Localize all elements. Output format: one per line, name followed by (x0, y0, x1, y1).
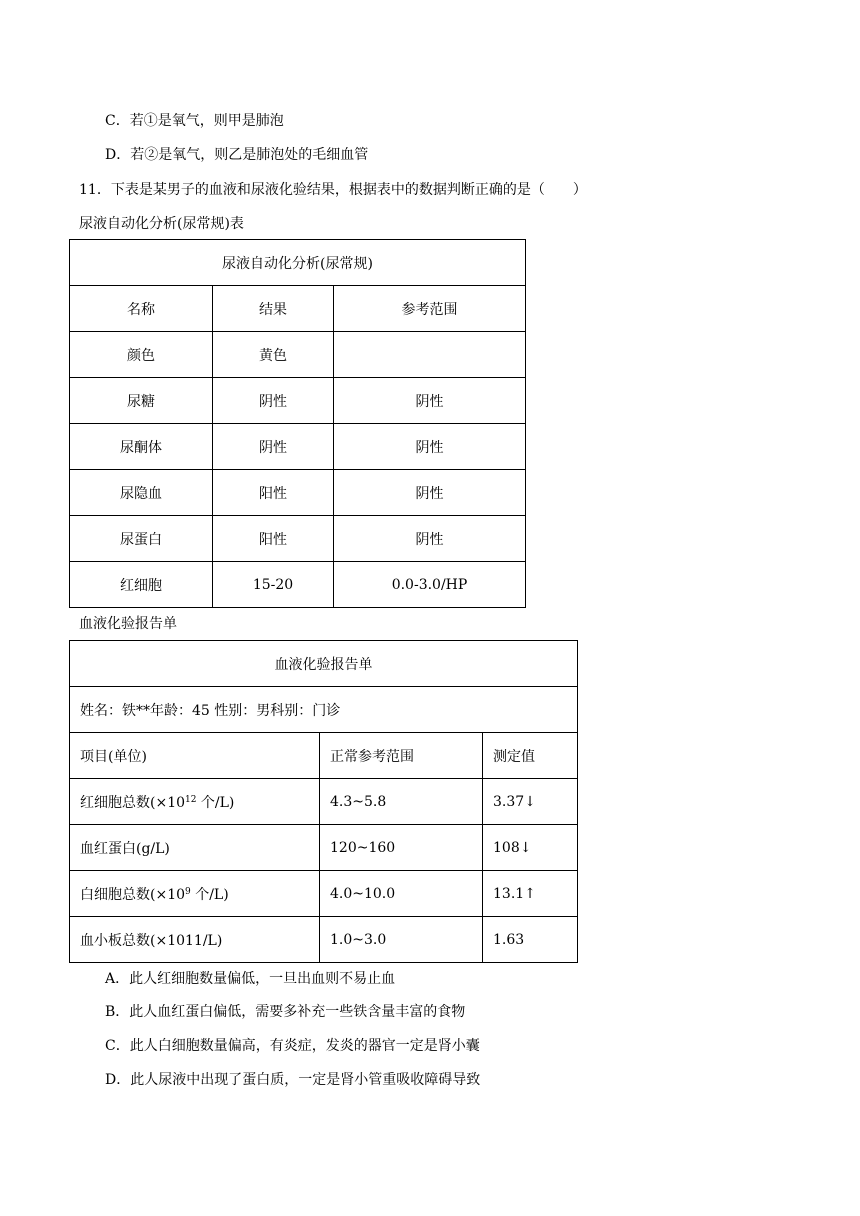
range-cell: 120~160 (320, 825, 483, 871)
table-cell: 阴性 (334, 516, 526, 562)
table-cell: 阴性 (213, 378, 334, 424)
value-cell: 108↓ (483, 825, 578, 871)
item-exponent: 12 (185, 794, 197, 805)
item-name: 血红蛋白(g/L) (80, 840, 170, 857)
range-cell: 4.3~5.8 (320, 779, 483, 825)
patient-info: 姓名：铁**年龄：45 性别：男科别：门诊 (70, 687, 578, 733)
question-text: 下表是某男子的血液和尿液化验结果，根据表中的数据判断正确的是（ ） (110, 182, 587, 198)
table-cell: 黄色 (213, 332, 334, 378)
header-cell: 名称 (70, 286, 213, 332)
urine-table-caption: 尿液自动化分析(尿常规)表 (79, 216, 244, 232)
item-name: 血小板总数(×1011/L) (80, 932, 223, 949)
range-cell: 1.0~3.0 (320, 917, 483, 963)
table-row (70, 516, 526, 562)
urine-table-title: 尿液自动化分析(尿常规) (70, 240, 526, 286)
header-cell: 参考范围 (334, 286, 526, 332)
item-cell (70, 917, 320, 963)
blood-table-title: 血液化验报告单 (70, 641, 578, 687)
table-row (70, 470, 526, 516)
table-row (70, 562, 526, 608)
item-unit: 个/L) (196, 794, 235, 811)
item-name: 红细胞总数(×10 (80, 794, 186, 811)
item-name: 白细胞总数(×10 (80, 886, 186, 903)
answer-option-a: A．此人红细胞数量偏低，一旦出血则不易止血 (105, 971, 396, 987)
table-cell: 阴性 (334, 470, 526, 516)
table-cell: 尿酮体 (70, 424, 213, 470)
table-row (70, 378, 526, 424)
header-cell: 结果 (213, 286, 334, 332)
item-unit: 个/L) (190, 886, 229, 903)
item-exponent: 9 (185, 886, 191, 897)
header-cell: 测定值 (483, 733, 578, 779)
value-cell: 13.1↑ (483, 871, 578, 917)
table-cell: 阴性 (334, 424, 526, 470)
question-11 (79, 180, 587, 200)
table-cell: 阳性 (213, 470, 334, 516)
header-cell: 项目(单位) (70, 733, 320, 779)
table-cell: 阴性 (334, 378, 526, 424)
item-cell (70, 825, 320, 871)
table-cell: 0.0-3.0/HP (334, 562, 526, 608)
answer-option-b: B．此人血红蛋白偏低，需要多补充一些铁含量丰富的食物 (105, 1004, 466, 1020)
table-row (70, 825, 578, 871)
table-cell (334, 332, 526, 378)
option-c-prev: C．若①是氧气，则甲是肺泡 (105, 113, 284, 129)
option-d-prev: D．若②是氧气，则乙是肺泡处的毛细血管 (105, 147, 369, 163)
table-cell: 红细胞 (70, 562, 213, 608)
urine-header-row (70, 286, 526, 332)
value-cell: 3.37↓ (483, 779, 578, 825)
table-cell: 阴性 (213, 424, 334, 470)
table-row (70, 871, 578, 917)
value-cell: 1.63 (483, 917, 578, 963)
table-cell: 尿蛋白 (70, 516, 213, 562)
table-cell: 尿糖 (70, 378, 213, 424)
blood-report-table (69, 640, 578, 963)
item-cell (70, 779, 320, 825)
table-row (70, 424, 526, 470)
header-cell: 正常参考范围 (320, 733, 483, 779)
table-row (70, 332, 526, 378)
table-row (70, 917, 578, 963)
table-cell: 阳性 (213, 516, 334, 562)
table-row (70, 779, 578, 825)
table-cell: 尿隐血 (70, 470, 213, 516)
range-cell: 4.0~10.0 (320, 871, 483, 917)
blood-header-row (70, 733, 578, 779)
question-number: 11． (79, 182, 111, 198)
blood-table-caption: 血液化验报告单 (79, 616, 177, 632)
table-cell: 颜色 (70, 332, 213, 378)
table-cell: 15-20 (213, 562, 334, 608)
answer-option-d: D．此人尿液中出现了蛋白质，一定是肾小管重吸收障碍导致 (105, 1072, 481, 1088)
item-cell (70, 871, 320, 917)
urine-analysis-table (69, 239, 526, 608)
answer-option-c: C．此人白细胞数量偏高，有炎症，发炎的器官一定是肾小囊 (105, 1038, 480, 1054)
